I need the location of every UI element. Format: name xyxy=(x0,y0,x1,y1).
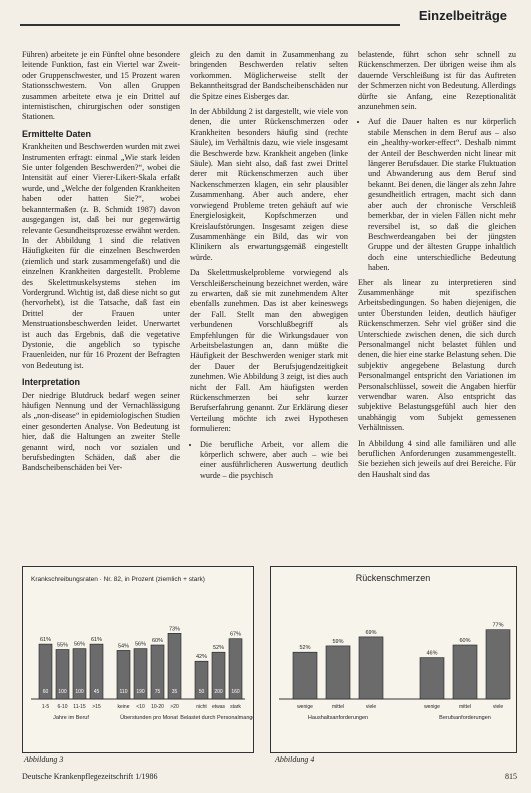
text-column-3 xyxy=(358,50,516,485)
tick-label: wenige xyxy=(297,704,313,710)
header-rule xyxy=(20,24,400,26)
bar-value-label: 56% xyxy=(134,641,147,648)
chart-bar xyxy=(486,630,510,699)
tick-label: >20 xyxy=(170,704,179,710)
page-footer xyxy=(22,772,517,781)
chart-bar xyxy=(359,637,383,699)
tick-label: etwas xyxy=(211,704,226,710)
bar-value-label: 42% xyxy=(195,654,208,661)
tick-label: keine xyxy=(117,704,130,710)
bar-count-label: 160 xyxy=(231,689,240,695)
bar-value-label: 54% xyxy=(117,643,130,650)
bar-value-label: 69% xyxy=(365,629,377,636)
group-label: Jahre im Beruf xyxy=(53,715,89,721)
bar-value-label: 61% xyxy=(90,637,103,644)
chart-title: Krankschreibungsraten · Nr. 82, in Prozent (ziemlich + stark) xyxy=(31,576,205,583)
paragraph: gleich zu den damit in Zusammenhang zu bringenden Beschwerden relativ selten vorkommen. Möglicherweise stellt der Bekanntheitsgrad der Bandscheibenschäden nur die Spitze eines Eisberges dar. xyxy=(190,50,348,101)
tick-label: stark xyxy=(230,704,241,710)
bar-value-label: 73% xyxy=(168,626,181,633)
bar-count-label: 45 xyxy=(93,689,100,695)
bar-value-label: 56% xyxy=(73,641,86,648)
paragraph: Der niedrige Blutdruck bedarf wegen seiner häufigen Nennung und der Vernachlässigung als „non-disease“ in epidemiologischen Studien einer gesonderten Analyse. Von Bedeutung ist hier, daß die Haltungen an zweiter Stelle genannt wird, noch vor sozialen und berufsbedingten Schäden, daß aber die Bandscheibenschäden bei Ver- xyxy=(22,390,180,473)
tick-label: nicht xyxy=(196,704,207,710)
chart-bar xyxy=(293,652,317,699)
paragraph: Da Skelettmuskelprobleme vorwiegend als Verschleißerscheinung bezeichnet werden, wäre zu erwarten, daß sie mit zunehmendem Alter ebenfalls zunehmen. Das ist aber keineswegs der Fall. Stellt man den abwegigen verbundenen Vorschlußbegriff als Empfehlungen für die Wirkungsdauer von Arbeitsbelastungen an, dann müßte die Häufigkeit der Beschwerden weniger stark mit der Dauer der Berufsjugendzeitigkeit zunehmen. Wie Abbildung 3 zeigt, ist dies auch nicht der Fall. Am häufigsten werden Rückenschmerzen bei sehr kurzer Berufserfahrung genannt. Zur Erklärung dieser Verteilung möchte ich zwei Hypothesen formulieren: xyxy=(190,268,348,434)
bar-value-label: 55% xyxy=(56,642,69,649)
chart-3-svg xyxy=(23,567,253,752)
section-title: Einzelbeiträge xyxy=(418,8,507,23)
bar-value-label: 59% xyxy=(332,638,344,645)
bar-count-label: 100 xyxy=(75,689,84,695)
bar-value-label: 60% xyxy=(459,638,471,644)
paragraph: Eher als linear zu interpretieren sind Zusammenhänge mit spezifischen Arbeitsbedingungen. So haben diejenigen, die unter Überstunden leiden, deutlich häufiger Rückenschmerzen. Sehr viel größer sind die Unterschiede zwischen denen, die sich durch Personalmangel nicht belastet fühlen und denen, die hier eine starke Belastung sehen. Die subjektiv angegebene Belastung durch Personalmangel entspricht den Variationen im Personalschlüssel, soweit die Angaben hierfür verwendbar waren. Also entspricht das subjektive Belastungsgefühl auch hier den unabhängig vom Subjekt gemessenen Verhältnissen. xyxy=(358,277,516,433)
tick-label: <10 xyxy=(136,704,145,710)
paragraph: Führen) arbeitete je ein Fünftel ohne besondere leitende Funktion, fast ein Viertel war Zweit- oder Gruppenschwester, und 15 Prozent waren Stationsschwestern. Von allen Gruppen zusammen arbeitete etwa je ein Drittel auf internistischen, chirurgischen oder sonstigen Stationen. xyxy=(22,50,180,122)
bar-count-label: 100 xyxy=(58,689,67,695)
bar-value-label: 52% xyxy=(212,645,225,652)
chart-figure-4 xyxy=(270,566,517,753)
paragraph: belastende, führt schon sehr schnell zu Rückenschmerzen. Der übrigen weise ihm als dauernde Verschleißung ist für das Auftreten der Schmerzen nicht von Bedeutung. Allerdings dürfte sie Anfang, eine Rezeptionalität anzunehmen sein. xyxy=(358,50,516,112)
chart-title: Rückenschmerzen xyxy=(355,573,431,583)
bar-count-label: 75 xyxy=(154,689,161,695)
tick-label: mittel xyxy=(332,704,344,710)
page-header xyxy=(0,6,531,26)
subheading: Ermittelte Daten xyxy=(22,128,92,139)
tick-label: viele xyxy=(365,704,377,710)
bar-value-label: 61% xyxy=(39,637,52,644)
list-item: • Auf die Dauer halten es nur körperlich stabile Menschen in dem Beruf aus – also ein „healthy-worker-effect“. Deshalb nimmt der Anteil der Beschwerden nicht linear mit längerer Berufsdauer. Die starke Fluktuation und Abwanderung aus dem Beruf sind bekannt. Bei denen, die länger als zehn Jahre gesundheitlich ertragen, macht sich dann aber auch der chronische Verschleiß bemerkbar, der in vielen Fällen nicht mehr reversibel ist, so daß die gleichen Beschwerdeangaben bei der jüngsten Gruppe und der ältesten Gruppe inhaltlich doch eine unterschiedliche Bedeutung haben. xyxy=(368,117,516,273)
chart-4-svg xyxy=(271,567,516,752)
paragraph: Krankheiten und Beschwerden wurden mit zwei Instrumenten erfragt: einmal „Wie stark leiden Sie unter folgenden Beschwerden?“, wobei die Intensität auf einer Vierer-Likert-Skala erfaßt wurde, und „Welche der folgenden Krankheiten haben oder hatten Sie?“, wobei bekanntermaßen (z. B. Schmidt 1987) davon ausgegangen ist, daß bei nur gegenwärtig relevante Gesundheitsprozesse erwähnt werden. In der Abbildung 1 sind die relativen Häufigkeiten für die einzelnen Beschwerden (ziemlich und stark zusammengefaßt) und die einzelnen Krankheiten dargestellt. Probleme des Skelettmuskelsystems stehen im Vordergrund. Wichtig ist, daß diese nicht so gut (hervorhebt), ist die Tatsache, daß fast ein Drittel der Frauen unter Menstruationsbeschwerden leidet. Unerwartet ist auch das Ergebnis, daß die vegetative Dystonie, die angeblich so typische Frauenleiden, nur für 16 Prozent der Befragten von Bedeutung ist. xyxy=(22,142,181,370)
bar-count-label: 200 xyxy=(214,689,223,695)
page-number: 815 xyxy=(505,772,517,781)
group-label: Überstunden pro Monat xyxy=(120,715,178,721)
chart-bar xyxy=(453,645,477,699)
bar-value-label: 46% xyxy=(426,650,438,657)
journal-name: Deutsche Krankenpflegezeitschrift 1/1986 xyxy=(22,772,158,781)
bar-count-label: 60 xyxy=(42,689,49,695)
tick-label: viele xyxy=(492,704,504,710)
bar-count-label: 190 xyxy=(136,689,145,695)
tick-label: 11-15 xyxy=(73,704,86,710)
group-label: Berufsanforderungen xyxy=(439,715,491,721)
tick-label: mittel xyxy=(459,704,471,710)
bullet-list xyxy=(358,117,516,273)
bar-count-label: 35 xyxy=(171,689,178,695)
chart-bar xyxy=(326,646,350,699)
tick-label: wenige xyxy=(424,704,440,710)
group-label: Haushaltsanforderungen xyxy=(307,715,369,721)
bar-value-label: 77% xyxy=(492,622,504,629)
bar-value-label: 52% xyxy=(299,645,311,652)
bar-count-label: 50 xyxy=(198,689,205,695)
tick-label: 10-20 xyxy=(151,704,164,710)
text-column-2 xyxy=(190,50,348,485)
group-label: Belastet durch Personalmangel xyxy=(180,715,253,721)
figure-caption: Abbildung 3 xyxy=(24,755,64,764)
tick-label: 6-10 xyxy=(57,704,68,710)
bar-value-label: 67% xyxy=(229,631,242,638)
bullet-list xyxy=(190,440,348,482)
paragraph: In Abbildung 4 sind alle familiären und alle beruflichen Anforderungen zusammengestellt. Sie beziehen sich jeweils auf drei Bereiche. Für den Haushalt sind das xyxy=(358,438,516,479)
chart-figure-3 xyxy=(22,566,254,753)
list-item: • Die berufliche Arbeit, vor allem die körperlich schwere, aber auch – wie bei einer ausführlicheren Auswertung deutlich wurde – die psychisch xyxy=(200,440,348,482)
paragraph: In der Abbildung 2 ist dargestellt, wie viele von denen, die unter Rückenschmerzen oder Krankheiten besonders häufig sind (rechte Säule), im Verhältnis dazu, wie viele insgesamt die Beschwerde bzw. Krankheit angeben (linke Säule). Man sieht also, daß fast zwei Drittel derer mit Rückenschmerzen auch über Nackenschmerzen klagen, ein sehr plausibler Zusammenhang. Aber auch andere, eher vorwiegend Probleme treten gehäuft auf wie Energielosigkeit, Kopfschmerzen und Kreislaufstörungen. Insgesamt zeigen diese Zusammenhänge ein Bild, das wir von Klinikern als erwartungsgemäß eingestellt würde. xyxy=(190,107,348,262)
tick-label: >15 xyxy=(92,704,101,710)
text-column-1 xyxy=(22,50,180,479)
subheading: Interpretation xyxy=(22,377,81,388)
tick-label: 1-5 xyxy=(41,704,50,710)
figure-caption: Abbildung 4 xyxy=(275,755,315,764)
chart-bar xyxy=(420,658,444,699)
bar-value-label: 60% xyxy=(151,638,164,644)
bar-count-label: 110 xyxy=(119,689,128,695)
